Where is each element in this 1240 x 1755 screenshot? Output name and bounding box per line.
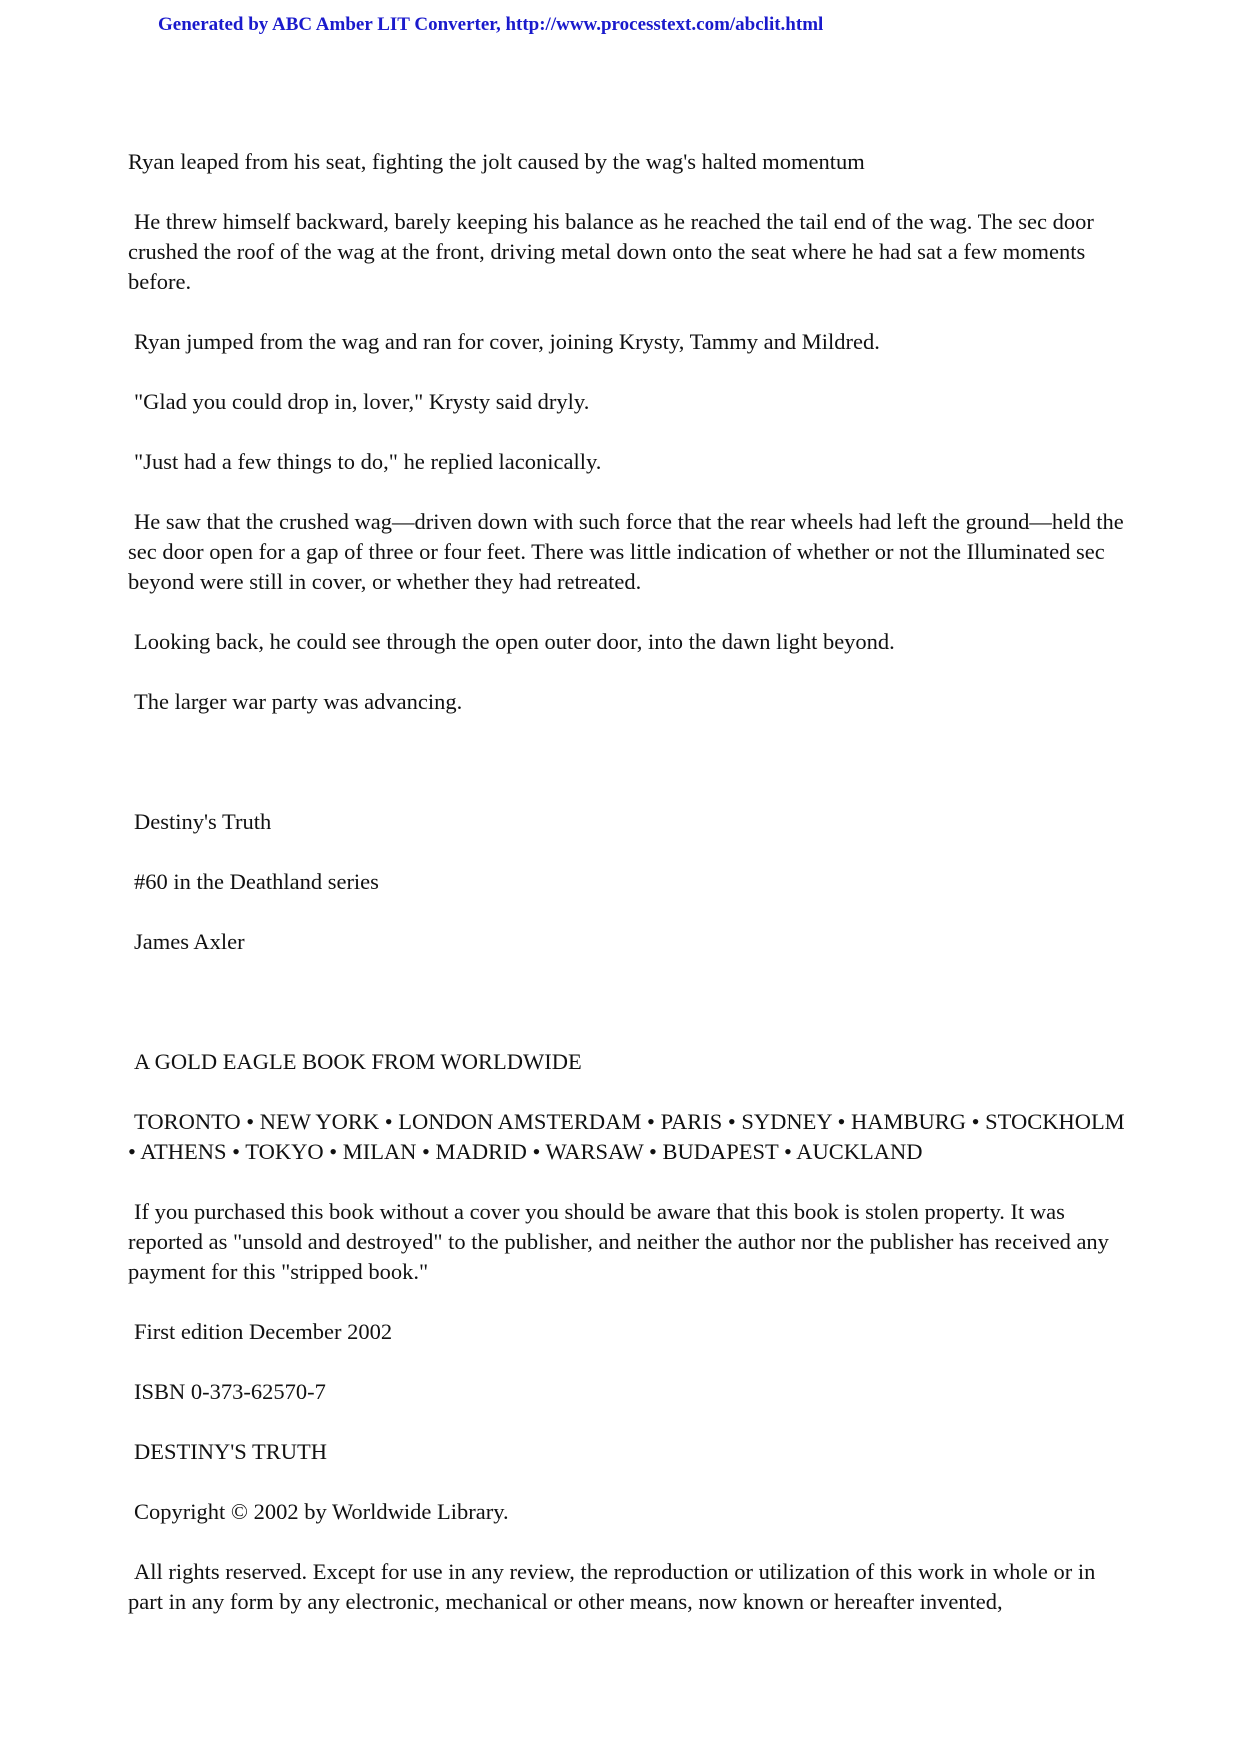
stripped-book-notice: If you purchased this book without a cover you should be aware that this book is stolen property. It was reported as "unsold and destroyed" to the publisher, and neither the author nor the publisher has received any payment for this "stripped book." [128, 1199, 1109, 1284]
document-body [128, 147, 1128, 1647]
book-series: #60 in the Deathland series [134, 869, 379, 894]
converter-banner-link[interactable]: Generated by ABC Amber LIT Converter, http://www.processtext.com/abclit.html [158, 14, 824, 35]
story-paragraph: "Just had a few things to do," he replied laconically. [134, 449, 602, 474]
publisher-line: A GOLD EAGLE BOOK FROM WORLDWIDE [134, 1049, 582, 1074]
story-paragraph: The larger war party was advancing. [134, 689, 463, 714]
story-paragraph: Looking back, he could see through the open outer door, into the dawn light beyond. [134, 629, 895, 654]
section-spacer [128, 747, 1128, 807]
edition-line: First edition December 2002 [134, 1319, 393, 1344]
book-title: Destiny's Truth [134, 809, 272, 834]
section-spacer [128, 987, 1128, 1047]
isbn-line: ISBN 0-373-62570-7 [134, 1379, 326, 1404]
copyright-line: Copyright © 2002 by Worldwide Library. [134, 1499, 509, 1524]
story-paragraph: He threw himself backward, barely keeping his balance as he reached the tail end of the wag. The sec door crushed the roof of the wag at the front, driving metal down onto the seat where he had sat a few moments before. [128, 209, 1094, 294]
story-paragraph: Ryan jumped from the wag and ran for cover, joining Krysty, Tammy and Mildred. [134, 329, 880, 354]
rights-paragraph: All rights reserved. Except for use in any review, the reproduction or utilization of this work in whole or in part in any form by any electronic, mechanical or other means, now known or hereafter invented, [128, 1559, 1096, 1614]
story-paragraph: "Glad you could drop in, lover," Krysty said dryly. [134, 389, 590, 414]
story-paragraph: He saw that the crushed wag—driven down with such force that the rear wheels had left the ground—held the sec door open for a gap of three or four feet. There was little indication of whether or not the Illuminated sec beyond were still in cover, or whether they had retreated. [128, 509, 1124, 594]
story-paragraph: Ryan leaped from his seat, fighting the jolt caused by the wag's halted momentum [128, 149, 865, 174]
title-caps-line: DESTINY'S TRUTH [134, 1439, 328, 1464]
book-author: James Axler [134, 929, 245, 954]
publisher-cities: TORONTO • NEW YORK • LONDON AMSTERDAM • PARIS • SYDNEY • HAMBURG • STOCKHOLM • ATHENS • TOKYO • MILAN • MADRID • WARSAW • BUDAPEST • AUCKLAND [128, 1109, 1125, 1164]
